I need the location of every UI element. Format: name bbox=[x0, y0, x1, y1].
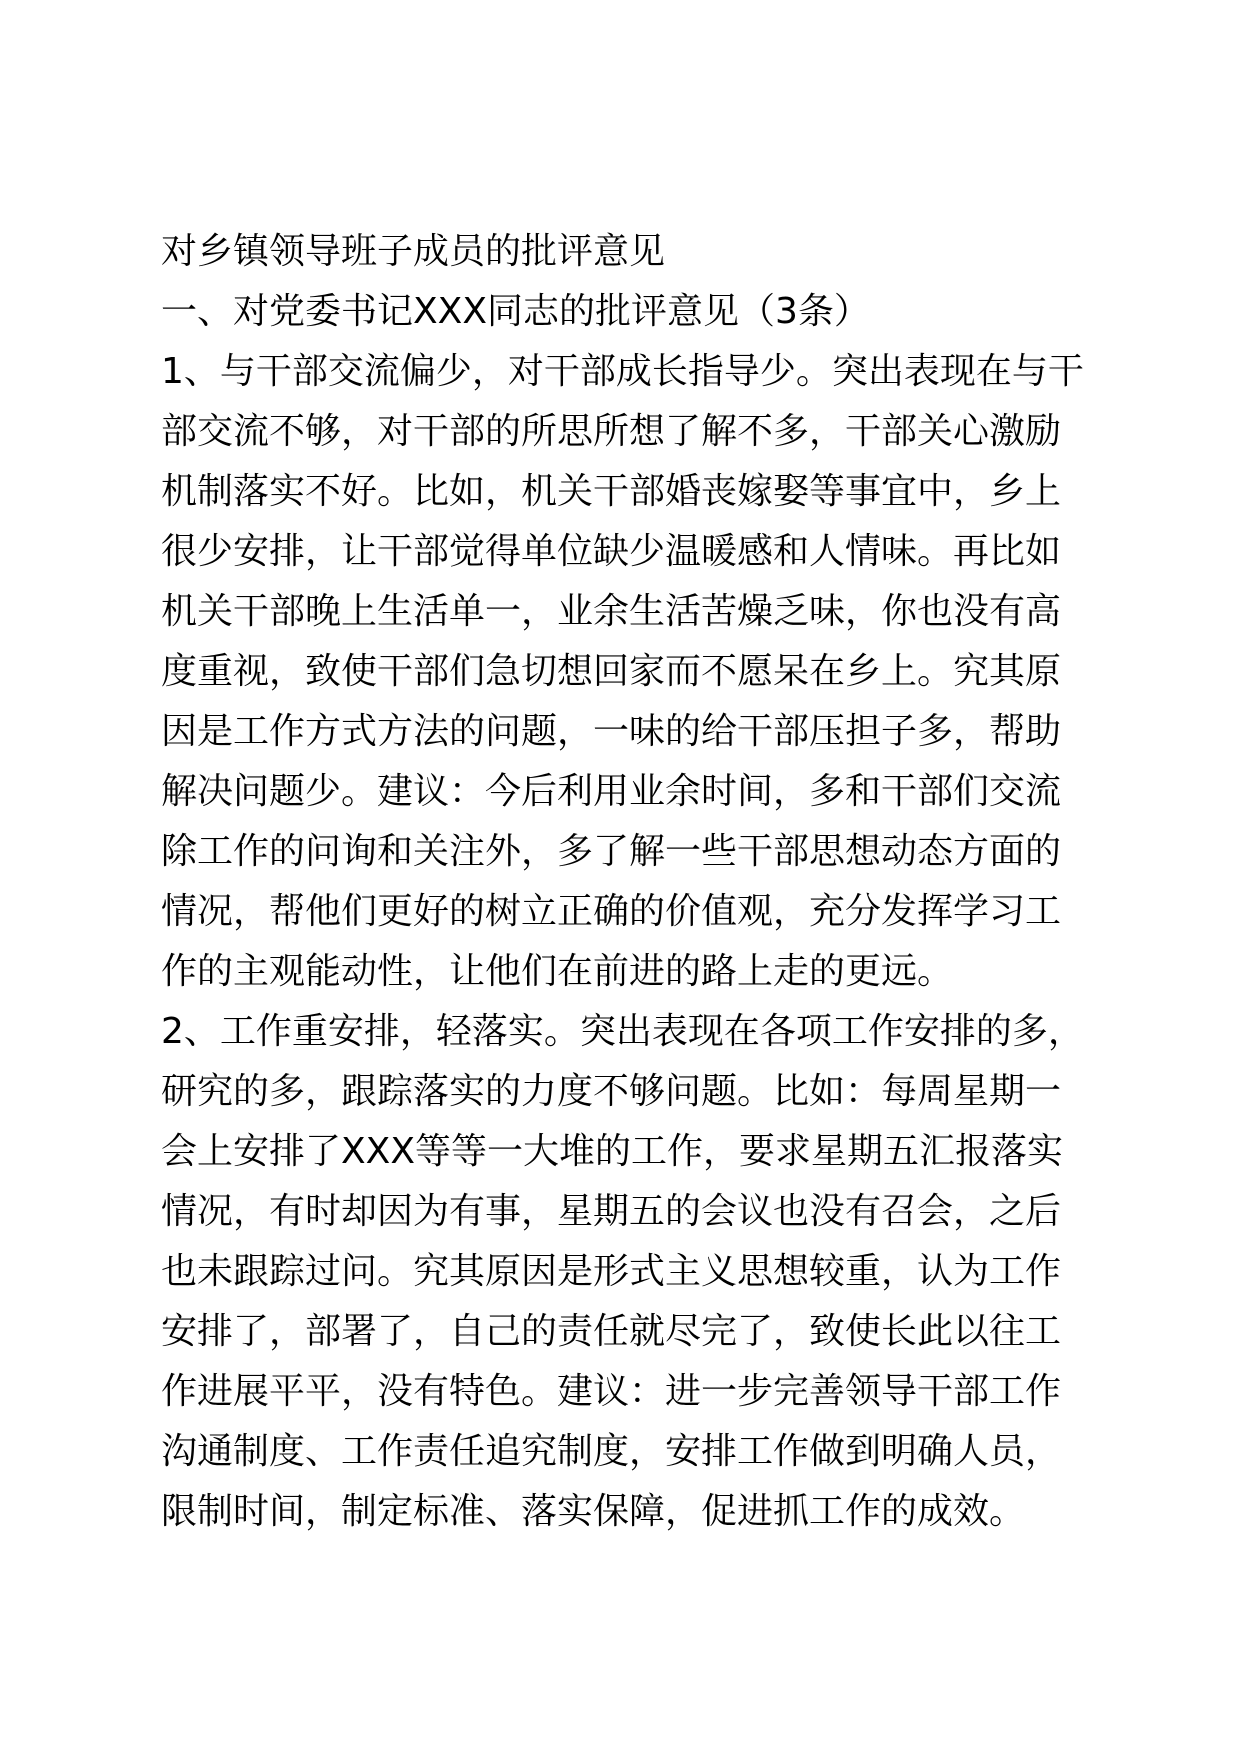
paragraph-line: 会上安排了XXX等等一大堆的工作，要求星期五汇报落实 bbox=[161, 1131, 1063, 1172]
paragraph-line: 限制时间，制定标准、落实保障，促进抓工作的成效。 bbox=[161, 1491, 1026, 1532]
paragraph-1 bbox=[161, 342, 1121, 1002]
paragraph-line: 沟通制度、工作责任追究制度，安排工作做到明确人员， bbox=[161, 1431, 1062, 1472]
document-title: 对乡镇领导班子成员的批评意见 bbox=[161, 231, 666, 272]
paragraph-2 bbox=[161, 1002, 1121, 1542]
paragraph-line: 研究的多，跟踪落实的力度不够问题。比如：每周星期一 bbox=[161, 1071, 1062, 1112]
section-heading: 一、对党委书记XXX同志的批评意见（3条） bbox=[161, 291, 870, 332]
paragraph-line: 度重视，致使干部们急切想回家而不愿呆在乡上。究其原 bbox=[161, 651, 1062, 692]
paragraph-line: 也未跟踪过问。究其原因是形式主义思想较重，认为工作 bbox=[161, 1251, 1062, 1292]
paragraph-line: 因是工作方式方法的问题，一味的给干部压担子多，帮助 bbox=[161, 711, 1062, 752]
paragraph-line: 1、与干部交流偏少，对干部成长指导少。突出表现在与干 bbox=[161, 351, 1084, 392]
paragraph-line: 机制落实不好。比如，机关干部婚丧嫁娶等事宜中，乡上 bbox=[161, 471, 1062, 512]
paragraph-line: 解决问题少。建议：今后利用业余时间，多和干部们交流 bbox=[161, 771, 1062, 812]
document-body bbox=[161, 222, 1121, 1542]
paragraph-line: 部交流不够，对干部的所思所想了解不多，干部关心激励 bbox=[161, 411, 1062, 452]
paragraph-line: 安排了，部署了，自己的责任就尽完了，致使长此以往工 bbox=[161, 1311, 1062, 1352]
paragraph-line: 情况，有时却因为有事，星期五的会议也没有召会，之后 bbox=[161, 1191, 1062, 1232]
paragraph-line: 除工作的问询和关注外，多了解一些干部思想动态方面的 bbox=[161, 831, 1062, 872]
paragraph-line: 作的主观能动性，让他们在前进的路上走的更远。 bbox=[161, 951, 954, 992]
paragraph-line: 情况，帮他们更好的树立正确的价值观，充分发挥学习工 bbox=[161, 891, 1062, 932]
paragraph-line: 作进展平平，没有特色。建议：进一步完善领导干部工作 bbox=[161, 1371, 1062, 1412]
paragraph-line: 机关干部晚上生活单一，业余生活苦燥乏味，你也没有高 bbox=[161, 591, 1062, 632]
paragraph-line: 2、工作重安排，轻落实。突出表现在各项工作安排的多， bbox=[161, 1011, 1084, 1052]
paragraph-line: 很少安排，让干部觉得单位缺少温暖感和人情味。再比如 bbox=[161, 531, 1062, 572]
